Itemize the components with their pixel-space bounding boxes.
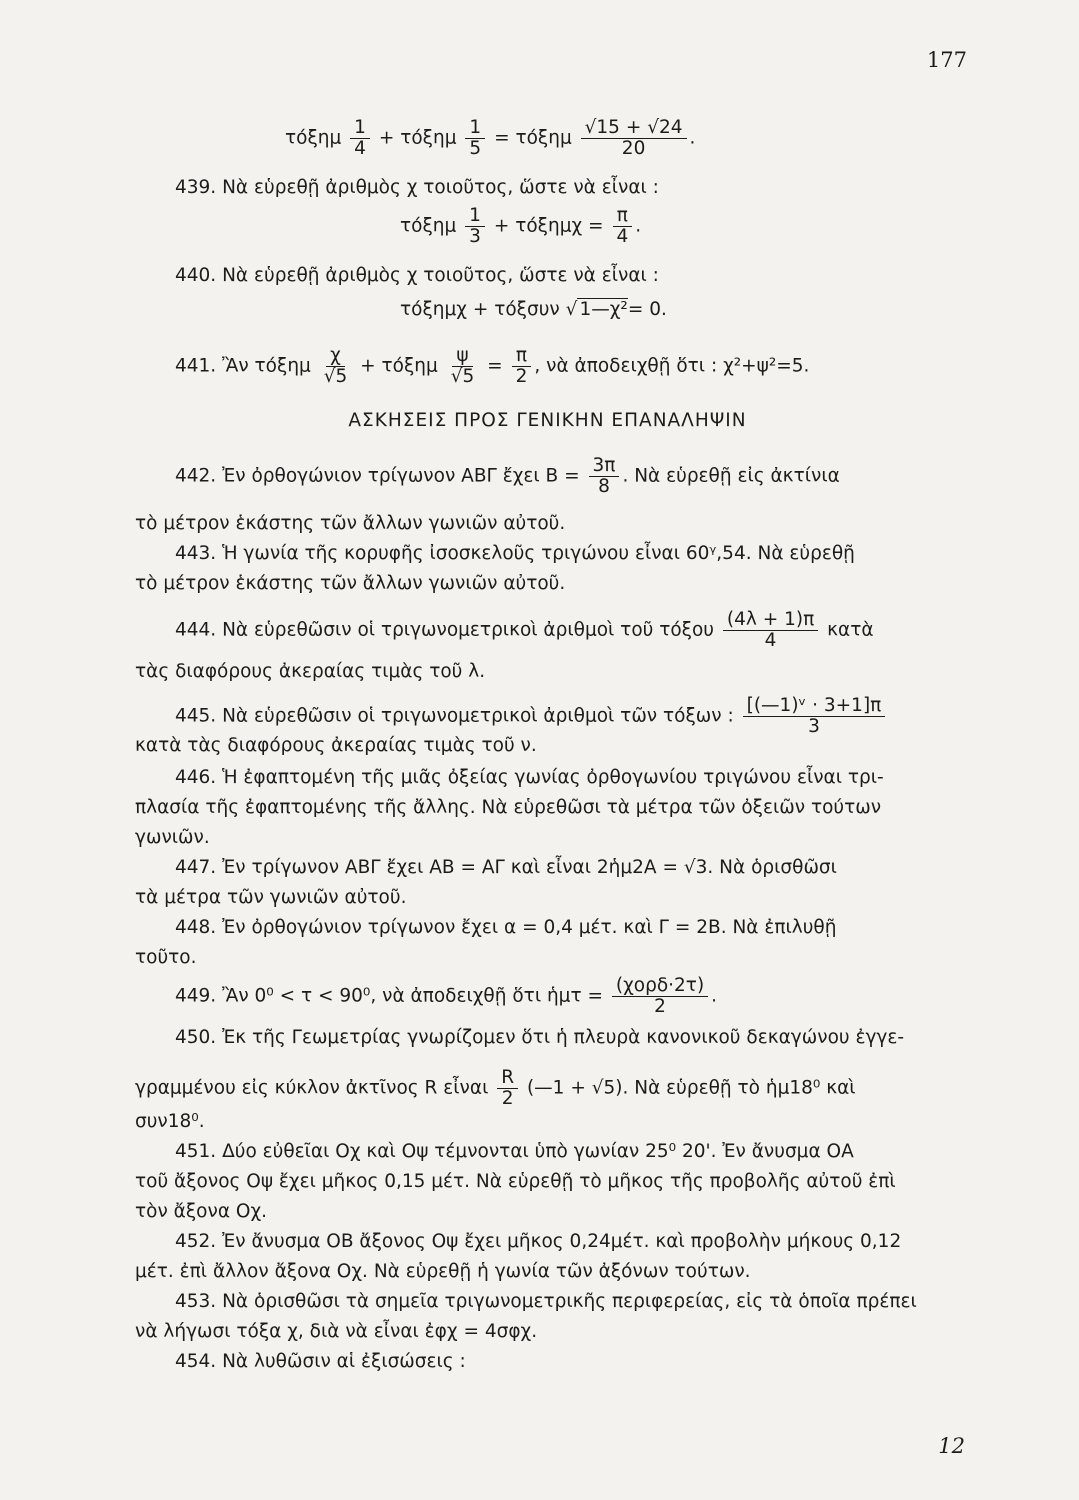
exercise-445: 445. Νὰ εὑρεθῶσιν οἱ τριγωνομετρικοὶ ἀριθμοὶ τῶν τόξων : $\frac{\text{[(—1)ᵛ · 3+1]π}}{3}$	[175, 696, 960, 737]
formula-440: τόξημχ + τόξσυν √ 1—χ²= 0.	[400, 299, 667, 320]
fraction: $\frac{\text{[(—1)ᵛ · 3+1]π}}{3}$	[743, 696, 886, 737]
exercise-446-cont: γωνιῶν.	[135, 827, 210, 848]
exercise-445-cont: κατὰ τὰς διαφόρους ἀκεραίας τιμὰς τοῦ ν.	[135, 735, 537, 756]
exercise-451-cont: τὸν ἄξονα Οχ.	[135, 1201, 268, 1222]
exercise-442: 442. Ἐν ὀρθογώνιον τρίγωνον ΑΒΓ ἔχει Β = $\frac{3\pi}{8}$ . Νὰ εὑρεθῇ εἰς ἀκτίνια	[175, 455, 840, 497]
exercise-446: 446. Ἡ ἐφαπτομένη τῆς μιᾶς ὀξείας γωνίας ὀρθογωνίου τριγώνου εἶναι τρι-	[175, 767, 884, 788]
exercise-441: 441. Ἂν τόξημ $\frac{\chi}{√5}$ + τόξημ $\frac{\psi}{√5}$ = $\frac{\pi}{2}$ , νὰ ἀποδειχθῇ ὅτι : χ²+ψ²=5.	[175, 345, 810, 387]
exercise-448-cont: τοῦτο.	[135, 947, 197, 968]
formula-top: τόξημ $\frac{1}{4}$ + τόξημ $\frac{1}{5}$ = τόξημ $\frac{√15 + √24}{20}$ .	[285, 117, 696, 159]
exercise-453-cont: νὰ λήγωσι τόξα χ, διὰ νὰ εἶναι ἐφχ = 4σφχ.	[135, 1321, 538, 1342]
exercise-448: 448. Ἐν ὀρθογώνιον τρίγωνον ἔχει α = 0,4 μέτ. καὶ Γ = 2Β. Νὰ ἐπιλυθῇ	[175, 917, 837, 938]
exercise-454: 454. Νὰ λυθῶσιν αἱ ἐξισώσεις :	[175, 1351, 466, 1372]
exercise-447-cont: τὰ μέτρα τῶν γωνιῶν αὐτοῦ.	[135, 887, 407, 908]
section-heading: ΑΣΚΗΣΕΙΣ ΠΡΟΣ ΓΕΝΙΚΗΝ ΕΠΑΝΑΛΗΨΙΝ	[348, 410, 747, 431]
fraction: $\frac{\psi}{√5}$	[450, 345, 475, 387]
exercise-444: 444. Νὰ εὑρεθῶσιν οἱ τριγωνομετρικοὶ ἀριθμοὶ τοῦ τόξου $\frac{(4\lambda + 1)\pi}{4}$ κατὰ	[175, 609, 874, 651]
fraction: $\frac{R}{2}$	[497, 1068, 518, 1109]
exercise-446-cont: πλασία τῆς ἐφαπτομένης τῆς ἄλλης. Νὰ εὑρεθῶσι τὰ μέτρα τῶν ὀξειῶν τούτων	[135, 797, 882, 818]
signature-mark: 12	[938, 1434, 965, 1458]
exercise-451-cont: τοῦ ἄξονος Οψ ἔχει μῆκος 0,15 μέτ. Νὰ εὑρεθῇ τὸ μῆκος τῆς προβολῆς αὐτοῦ ἐπὶ	[135, 1171, 896, 1192]
exercise-443: 443. Ἡ γωνία τῆς κορυφῆς ἰσοσκελοῦς τριγώνου εἶναι 60ᵞ,54. Νὰ εὑρεθῇ	[175, 543, 855, 564]
fraction: $\frac{\chi}{√5}$	[323, 345, 348, 387]
exercise-450: 450. Ἐκ τῆς Γεωμετρίας γνωρίζομεν ὅτι ἡ πλευρὰ κανονικοῦ δεκαγώνου ἐγγε-	[175, 1027, 905, 1048]
fraction: $\frac{1}{4}$	[350, 118, 370, 159]
fraction: $\frac{\pi}{2}$	[512, 346, 532, 387]
fraction: $\frac{1}{3}$	[465, 206, 485, 247]
exercise-452-cont: μέτ. ἐπὶ ἄλλον ἄξονα Οχ. Νὰ εὑρεθῇ ἡ γωνία τῶν ἀξόνων τούτων.	[135, 1261, 751, 1282]
fraction: $\frac{√15 + √24}{20}$	[581, 118, 687, 159]
fraction: $\frac{3\pi}{8}$	[589, 456, 620, 497]
exercise-452: 452. Ἐν ἄνυσμα ΟΒ ἄξονος Οψ ἔχει μῆκος 0,24μέτ. καὶ προβολὴν μήκους 0,12	[175, 1231, 902, 1252]
formula-439: τόξημ $\frac{1}{3}$ + τόξημχ = $\frac{\pi}{4}$ .	[400, 205, 642, 247]
fraction: $\frac{1}{5}$	[465, 118, 485, 159]
fraction: $\frac{\pi}{4}$	[612, 206, 632, 247]
exercise-447: 447. Ἐν τρίγωνον ΑΒΓ ἔχει ΑΒ = ΑΓ καὶ εἶναι 2ἡμ2Α = √3. Νὰ ὁρισθῶσι	[175, 857, 837, 878]
exercise-439: 439. Νὰ εὑρεθῇ ἀριθμὸς χ τοιοῦτος, ὥστε νὰ εἶναι :	[175, 177, 659, 198]
exercise-450-cont: συν18⁰.	[135, 1111, 205, 1132]
fraction: $\frac{\text{(χορδ·2τ)}}{2}$	[612, 976, 708, 1017]
fraction: $\frac{(4\lambda + 1)\pi}{4}$	[723, 610, 818, 651]
exercise-444-cont: τὰς διαφόρους ἀκεραίας τιμὰς τοῦ λ.	[135, 661, 486, 682]
exercise-440: 440. Νὰ εὑρεθῇ ἀριθμὸς χ τοιοῦτος, ὥστε νὰ εἶναι :	[175, 265, 659, 286]
exercise-449: 449. Ἂν 0⁰ < τ < 90⁰, νὰ ἀποδειχθῇ ὅτι ἡμτ = $\frac{\text{(χορδ·2τ)}}{2}$ .	[175, 975, 718, 1017]
exercise-453: 453. Νὰ ὁρισθῶσι τὰ σημεῖα τριγωνομετρικῆς περιφερείας, εἰς τὰ ὁποῖα πρέπει	[175, 1291, 917, 1312]
exercise-451: 451. Δύο εὐθεῖαι Οχ καὶ Οψ τέμνονται ὑπὸ γωνίαν 25⁰ 20'. Ἐν ἄνυσμα ΟΑ	[175, 1141, 854, 1162]
exercise-443-cont: τὸ μέτρον ἑκάστης τῶν ἄλλων γωνιῶν αὐτοῦ.	[135, 573, 566, 594]
exercise-442-cont: τὸ μέτρον ἑκάστης τῶν ἄλλων γωνιῶν αὐτοῦ.	[135, 513, 566, 534]
exercise-450-cont: γραμμένου εἰς κύκλον ἀκτῖνος R εἶναι $\frac{R}{2}$ (—1 + √5). Νὰ εὑρεθῇ τὸ ἡμ18⁰ καὶ	[135, 1067, 856, 1109]
page-number: 177	[926, 48, 967, 72]
